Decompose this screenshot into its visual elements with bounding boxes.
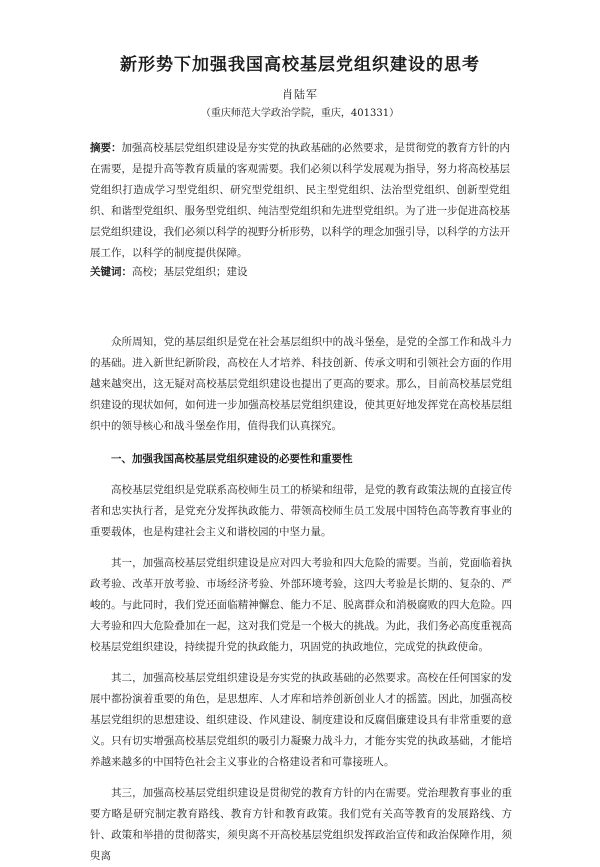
body-text: [90, 332, 512, 867]
intro-paragraph: 众所周知，党的基层组织是党在社会基层组织中的战斗堡垒，是党的全部工作和战斗力的基础。进入新世纪新阶段，高校在人才培养、科技创新、传承文明和引领社会方面的作用越来越突出，这无疑对高校基层党组织建设也提出了更高的要求。那么，目前高校基层党组织建设的现状如何，如何进一步加强高校基层党组织建设，使其更好地发挥党在高校基层组织中的领导核心和战斗堡垒作用，值得我们认真探究。: [90, 336, 512, 432]
keywords-label: 关键词：: [90, 266, 132, 278]
abstract: [90, 138, 510, 264]
body-paragraph: 其三，加强高校基层党组织建设是贯彻党的教育方针的内在需要。党治理教育事业的重要方略是研究制定教育路线、教育方针和教育政策。我们党有关高等教育的发展路线、方针、政策和举措的贯彻落实，须臾离不开高校基层党组织发挥政治宣传和政治保障作用，须臾离: [90, 787, 512, 862]
body-paragraph: 其一，加强高校基层党组织建设是应对四大考验和四大危险的需要。当前，党面临着执政考验、改革开放考验、市场经济考验、外部环境考验，这四大考验是长期的、复杂的、严峻的。与此同时，我们党还面临精神懈怠、能力不足、脱离群众和消极腐败的四大危险。四大考验和四大危险叠加在一起，这对我们党是一个极大的挑战。为此，我们务必高度重视高校基层党组织建设，持续提升党的执政能力，巩固党的执政地位，完成党的执政使命。: [90, 557, 512, 653]
author-name: 肖陆军: [282, 88, 318, 101]
abstract-label: 摘要：: [90, 142, 122, 154]
body-paragraph: 高校基层党组织是党联系高校师生员工的桥梁和纽带，是党的教育政策法规的直接宣传者和忠实执行者，是党充分发挥执政能力、带领高校师生员工发展中国特色高等教育事业的重要载体，也是构建社会主义和谐校园的中坚力量。: [90, 484, 512, 538]
keywords: [90, 262, 510, 283]
section-heading: 一、加强我国高校基层党组织建设的必要性和重要性: [111, 453, 353, 465]
abstract-text: 加强高校基层党组织建设是夯实党的执政基础的必然要求，是贯彻党的教育方针的内在需要，是提升高等教育质量的客观需要。我们必须以科学发展观为指导，努力将高校基层党组织打造成学习型党组织、研究型党组织、民主型党组织、法治型党组织、创新型党组织、和谐型党组织、服务型党组织、纯洁型党组织和先进型党组织。为了进一步促进高校基层党组织建设，我们必须以科学的视野分析形势，以科学的理念加强引导，以科学的方法开展工作，以科学的制度提供保障。: [90, 142, 510, 259]
paper-title: 新形势下加强我国高校基层党组织建设的思考: [120, 55, 480, 75]
author-affiliation: （重庆师范大学政治学院，重庆，401331）: [200, 108, 400, 119]
keywords-text: 高校；基层党组织；建设: [132, 266, 248, 278]
body-paragraph: 其二，加强高校基层党组织建设是夯实党的执政基础的必然要求。高校在任何国家的发展中都扮演着重要的角色，是思想库、人才库和培养创新创业人才的摇篮。因此，加强高校基层党组织的思想建设、组织建设、作风建设、制度建设和反腐倡廉建设具有非常重要的意义。只有切实增强高校基层党组织的吸引力凝聚力战斗力，才能夯实党的执政基础，才能培养越来越多的中国特色社会主义事业的合格建设者和可靠接班人。: [90, 672, 512, 768]
